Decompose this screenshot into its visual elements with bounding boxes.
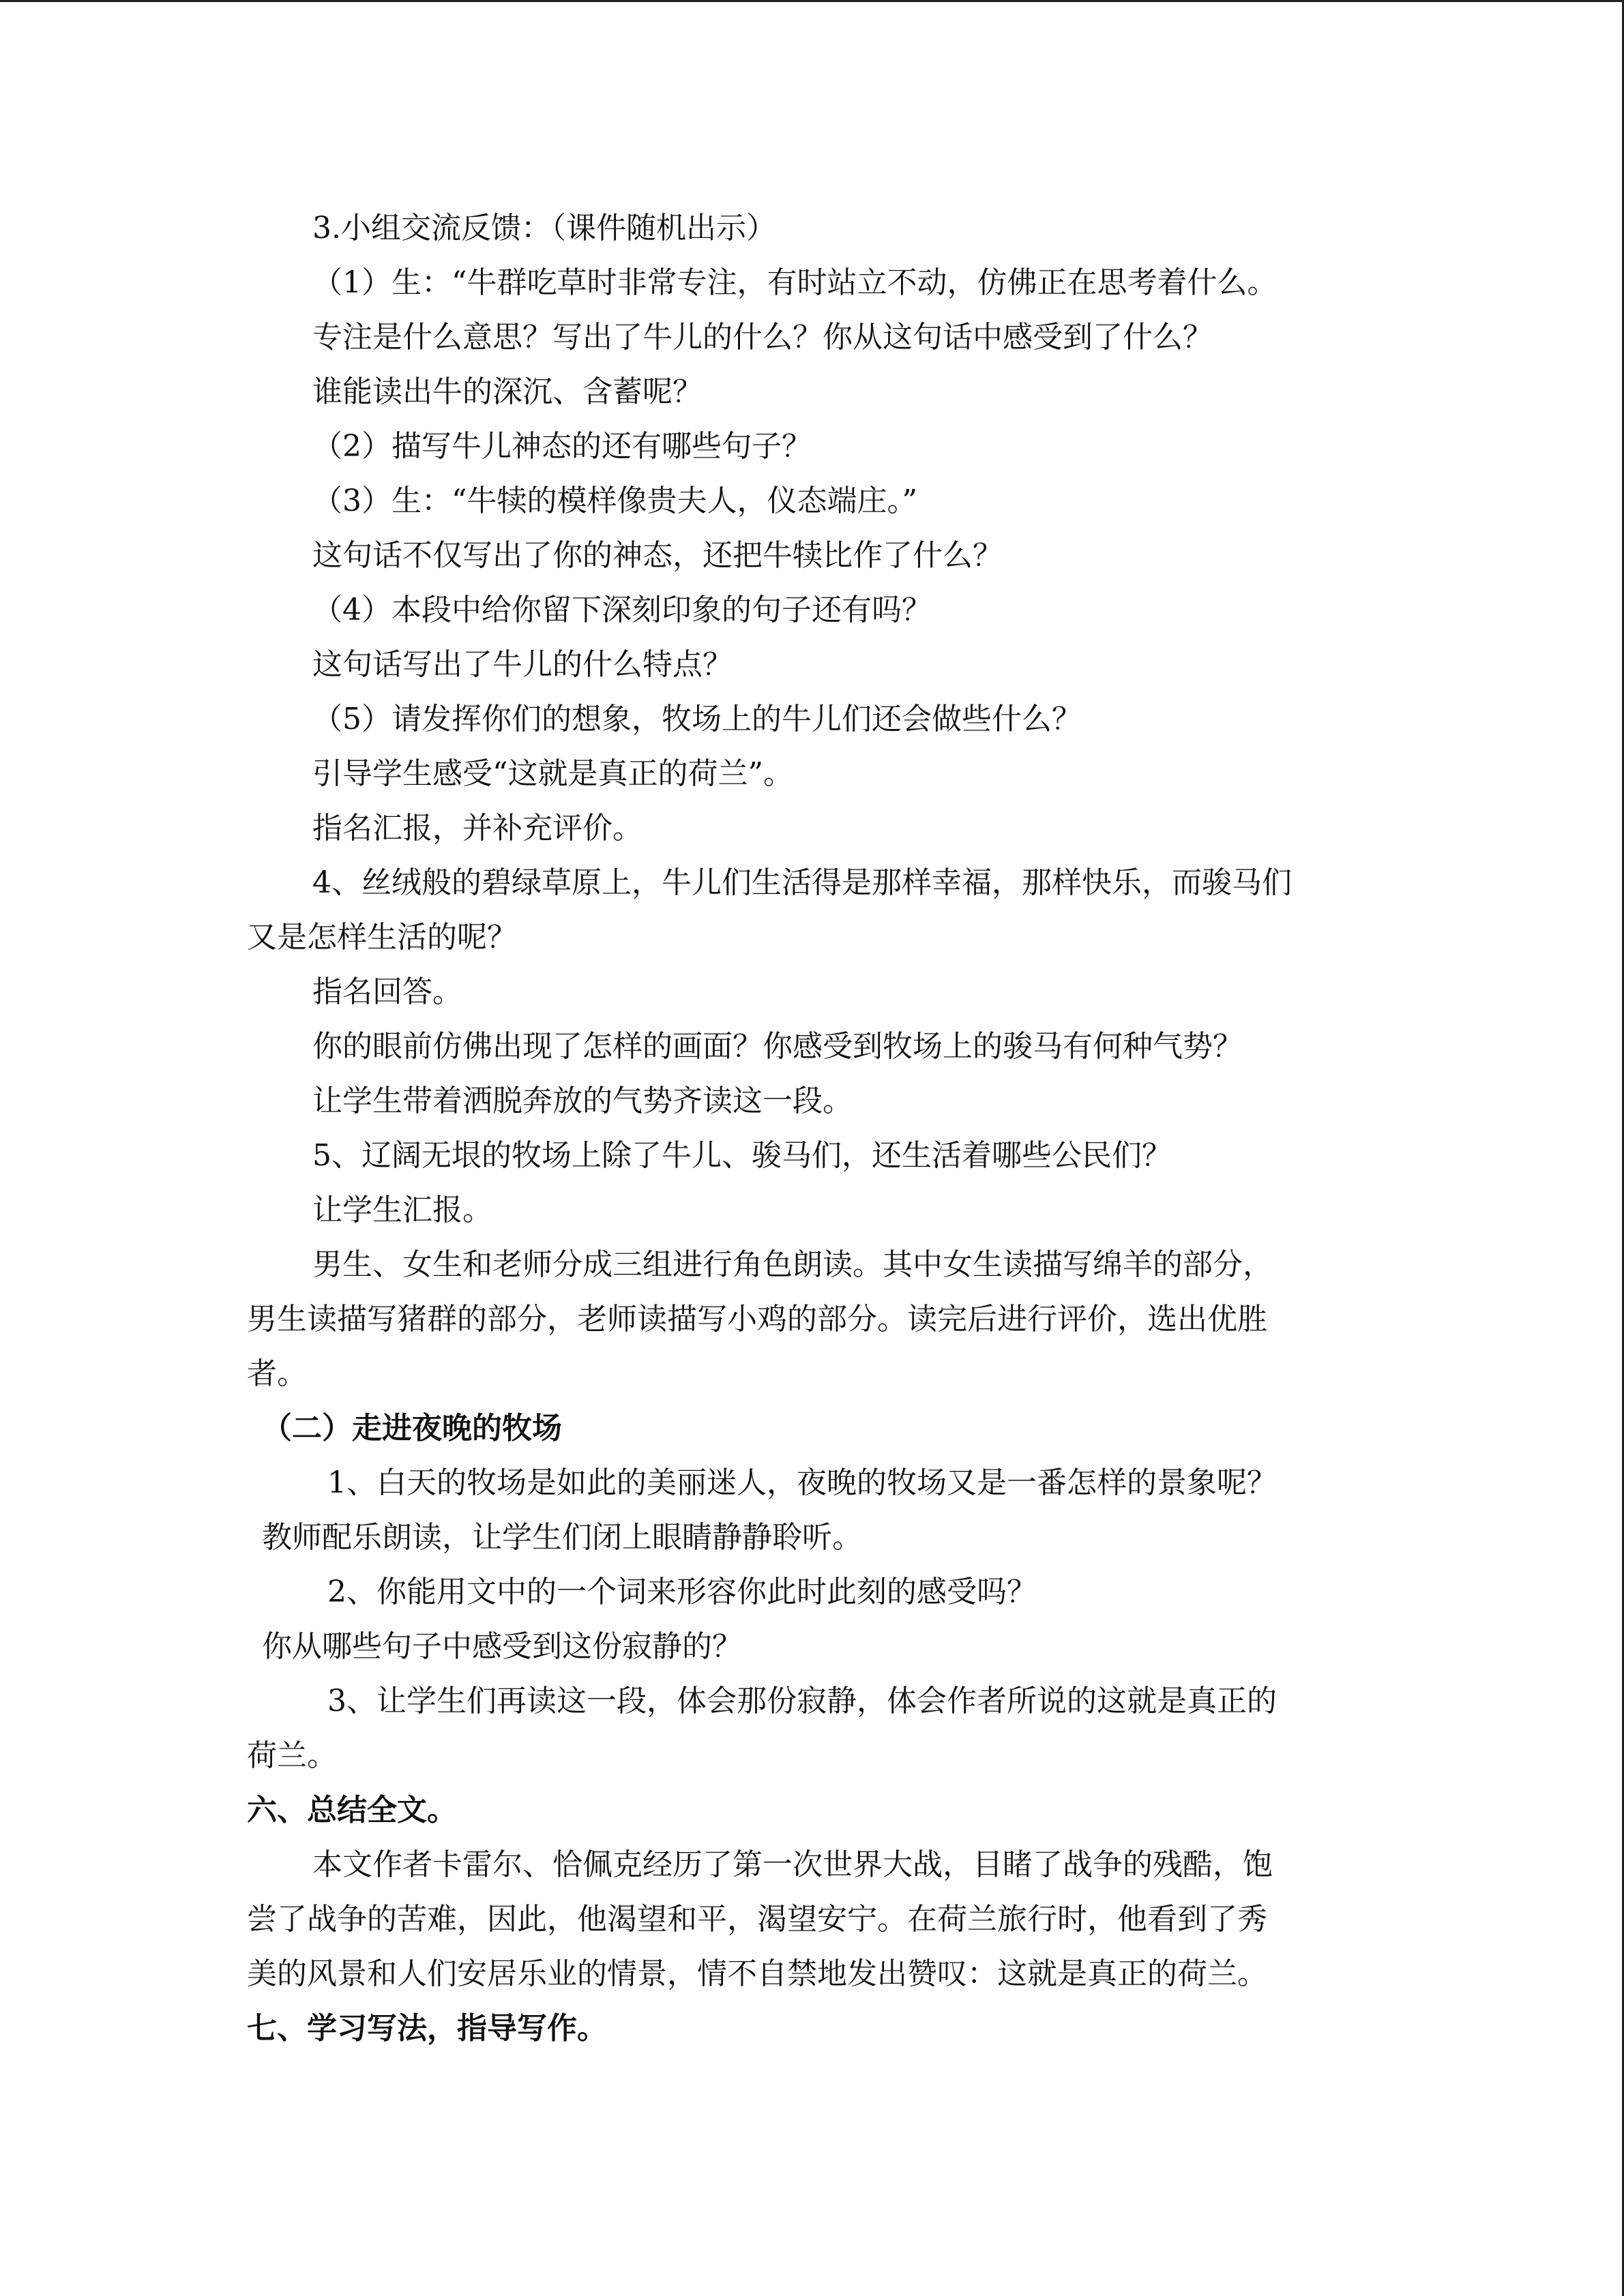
text-line: （1）生：“牛群吃草时非常专注，有时站立不动，仿佛正在思考着什么。 [312,265,1278,300]
text-line: 引导学生感受“这就是真正的荷兰”。 [312,756,793,791]
text-line: 4、丝绒般的碧绿草原上，牛儿们生活得是那样幸福，那样快乐，而骏马们 [312,865,1292,900]
text-line: 让学生汇报。 [312,1193,492,1227]
text-line: 荷兰。 [247,1738,337,1773]
section-heading: （二）走进夜晚的牧场 [262,1411,562,1446]
text-line: 这句话写出了牛儿的什么特点？ [312,647,733,682]
text-line: 者。 [247,1356,307,1391]
text-line: 谁能读出牛的深沉、含蓄呢？ [312,374,703,409]
text-line: 1、白天的牧场是如此的美丽迷人，夜晚的牧场又是一番怎样的景象呢？ [327,1465,1277,1500]
text-line: 又是怎样生活的呢？ [247,920,517,955]
text-line: （2）描写牛儿神态的还有哪些句子？ [312,429,812,464]
section-heading: 七、学习写法，指导写作。 [247,2011,607,2046]
text-line: 教师配乐朗读，让学生们闭上眼睛静静聆听。 [262,1520,862,1555]
text-line: 3.小组交流反馈：（课件随机出示） [312,211,776,245]
section-heading: 六、总结全文。 [247,1793,457,1828]
text-line: 本文作者卡雷尔、恰佩克经历了第一次世界大战，目睹了战争的残酷，饱 [312,1847,1273,1882]
text-line: 你从哪些句子中感受到这份寂静的？ [262,1629,742,1664]
text-line: 这句话不仅写出了你的神态，还把牛犊比作了什么？ [312,538,1003,573]
text-line: 尝了战争的苦难，因此，他渴望和平，渴望安宁。在荷兰旅行时，他看到了秀 [247,1902,1267,1937]
text-line: 指名汇报，并补充评价。 [312,811,643,846]
text-line: 美的风景和人们安居乐业的情景，情不自禁地发出赞叹：这就是真正的荷兰。 [247,1956,1267,1991]
text-line: （5）请发挥你们的想象，牧场上的牛儿们还会做些什么？ [312,702,1082,736]
text-line: 2、你能用文中的一个词来形容你此时此刻的感受吗？ [327,1575,1037,1609]
text-line: 专注是什么意思？写出了牛儿的什么？你从这句话中感受到了什么？ [312,320,1213,355]
text-line: 男生、女生和老师分成三组进行角色朗读。其中女生读描写绵羊的部分， [312,1247,1273,1282]
text-line: 你的眼前仿佛出现了怎样的画面？你感受到牧场上的骏马有何种气势？ [312,1029,1243,1064]
text-line: 指名回答。 [312,974,462,1009]
text-line: 男生读描写猪群的部分，老师读描写小鸡的部分。读完后进行评价，选出优胜 [247,1302,1267,1337]
text-line: 5、辽阔无垠的牧场上除了牛儿、骏马们，还生活着哪些公民们？ [312,1138,1172,1173]
text-line: （3）生：“牛犊的模样像贵夫人，仪态端庄。” [312,483,917,518]
text-line: （4）本段中给你留下深刻印象的句子还有吗？ [312,593,932,627]
text-line: 让学生带着洒脱奔放的气势齐读这一段。 [312,1084,853,1118]
text-line: 3、让学生们再读这一段，体会那份寂静，体会作者所说的这就是真正的 [327,1684,1277,1718]
